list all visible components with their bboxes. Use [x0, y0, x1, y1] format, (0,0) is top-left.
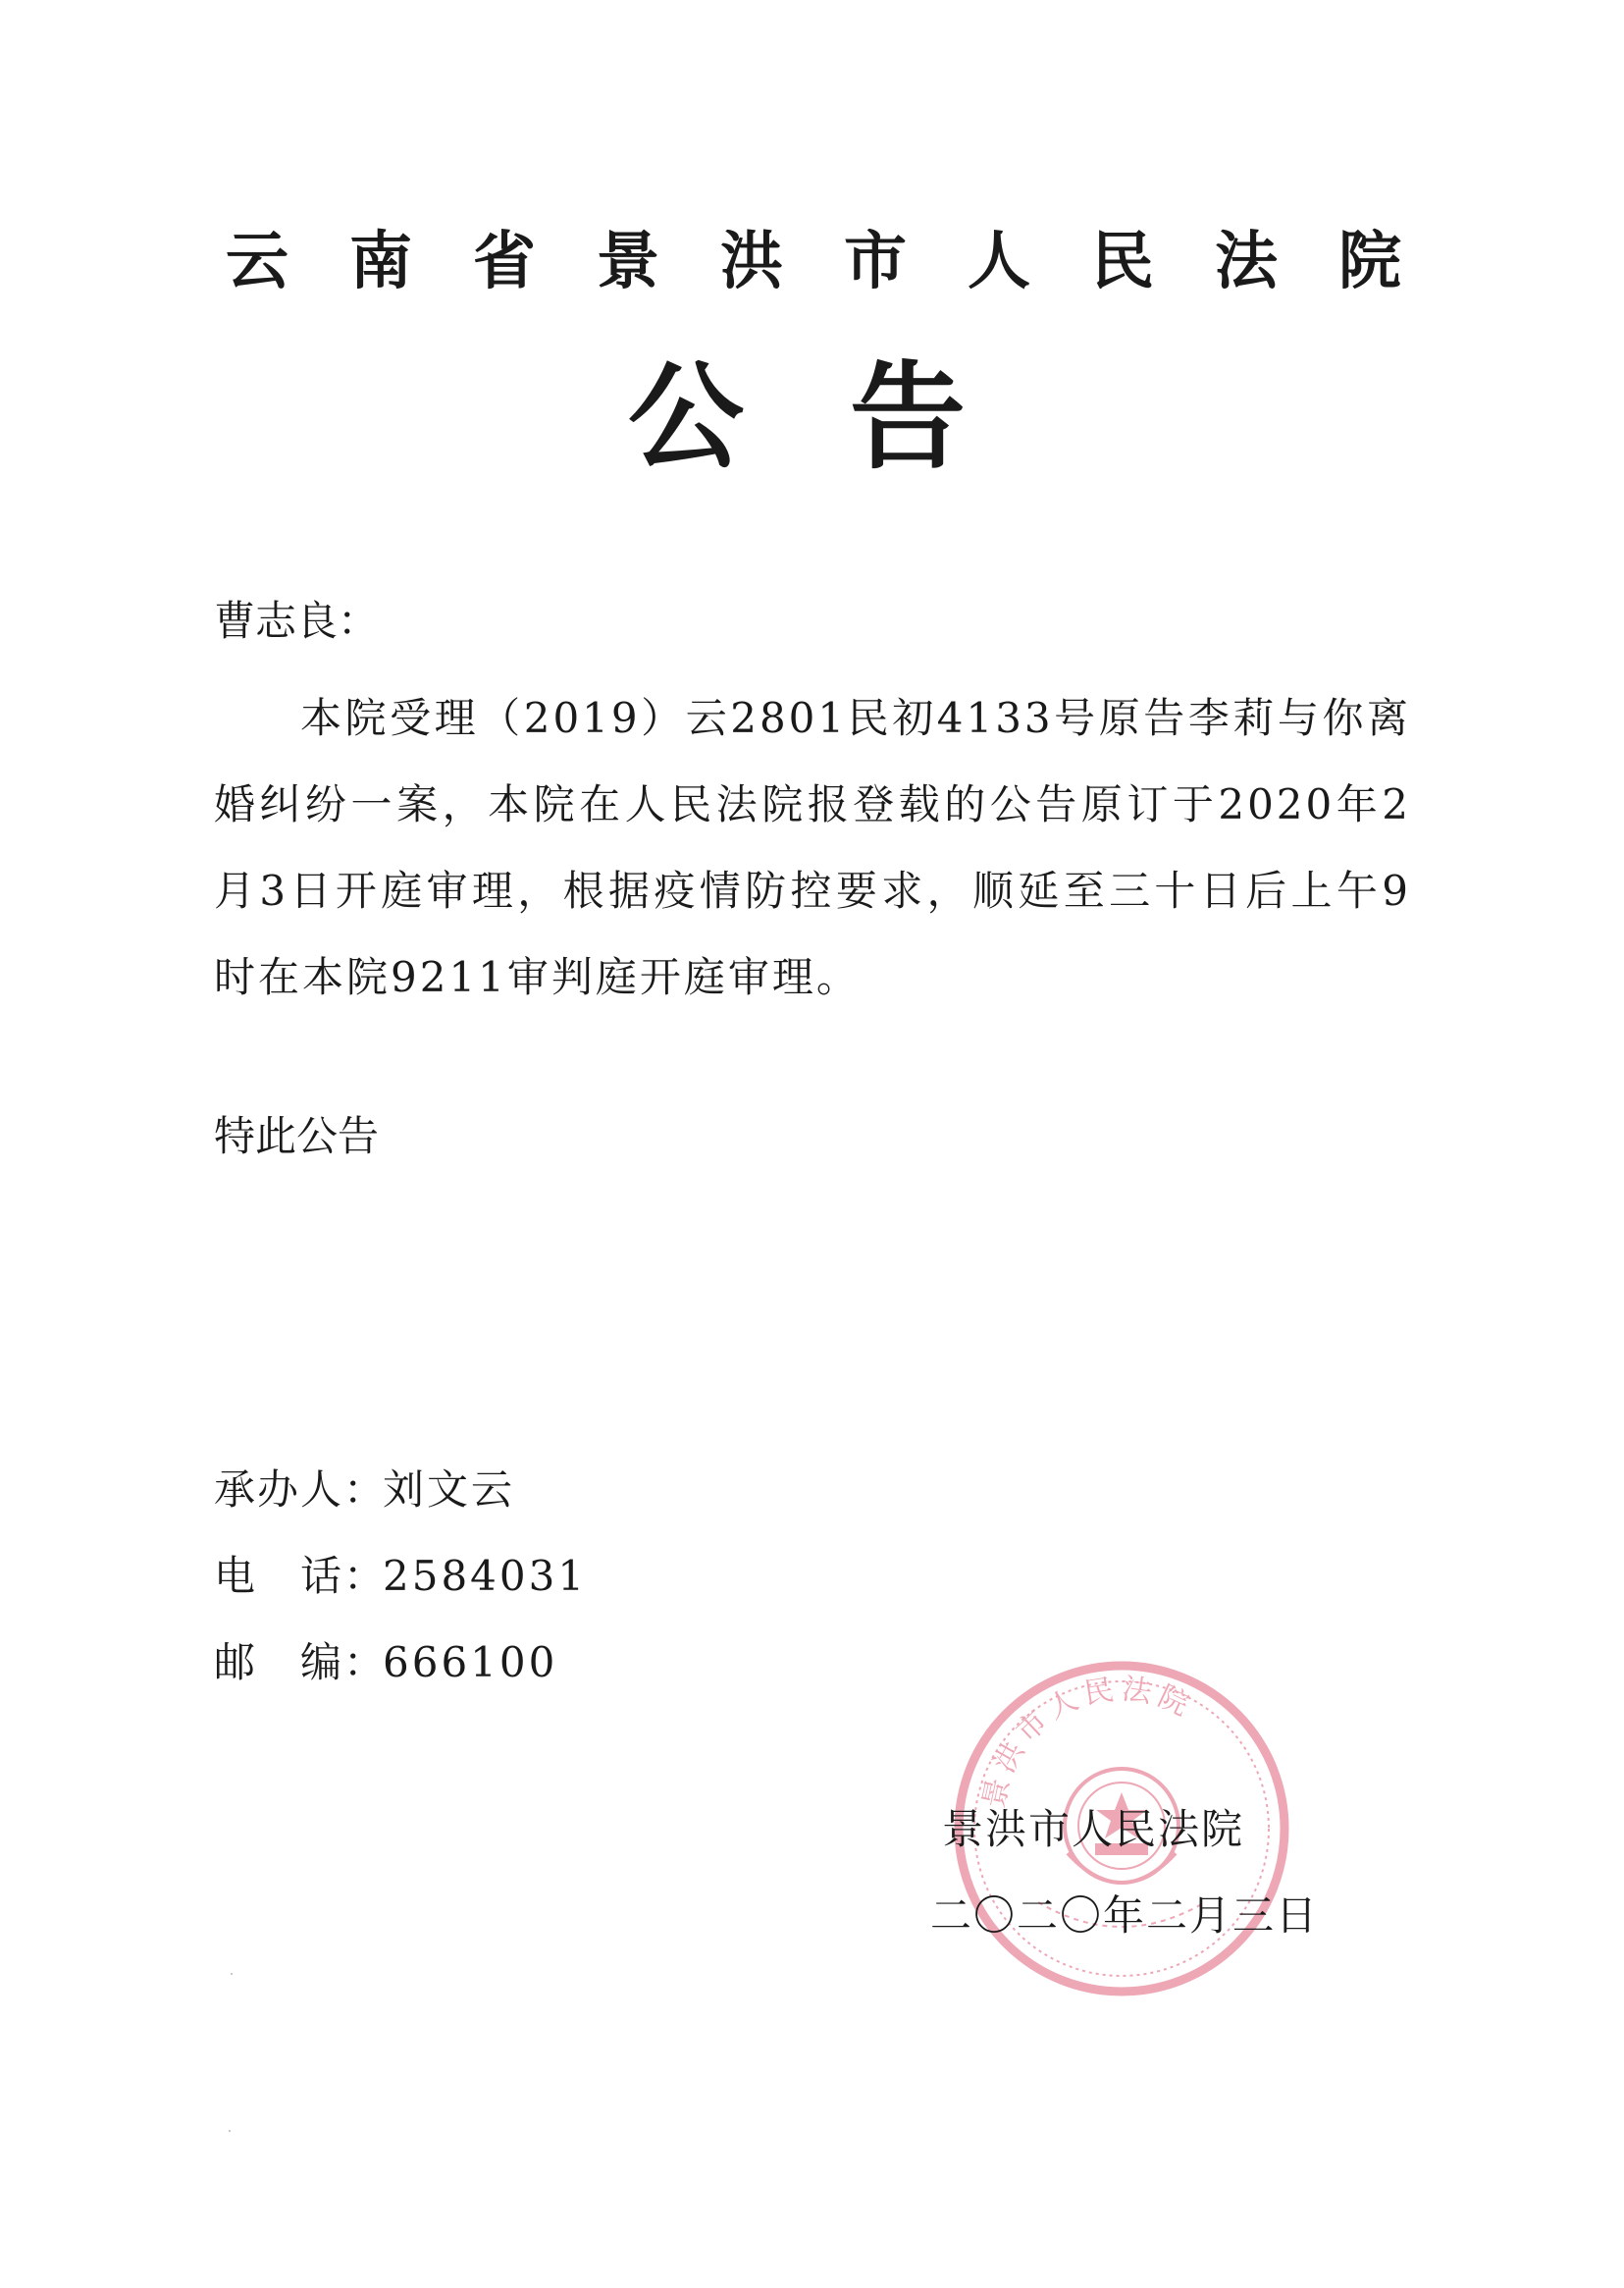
postcode-label: 邮 编：	[214, 1638, 388, 1686]
phone-value: 2584031	[383, 1552, 588, 1600]
postcode-value: 666100	[383, 1638, 558, 1686]
signature-date: 二〇二〇年二月三日	[930, 1891, 1320, 1940]
postcode-row	[214, 1620, 587, 1706]
addressee: 曹志良：	[214, 597, 380, 645]
signature-block	[930, 1786, 1320, 1959]
seal-arc-text: 景洪市人民法院	[976, 1672, 1200, 1812]
notice-body-paragraph: 本院受理（2019）云2801民初4133号原告李莉与你离婚纠纷一案，本院在人民法院报登载的公告原订于2020年2月3日开庭审理，根据疫情防控要求，顺延至三十日后上午9时在本院9211审判庭开庭审理。	[214, 694, 1411, 1001]
scan-speck	[231, 1973, 233, 1975]
court-name-heading: 云南省景洪市人民法院	[226, 225, 1462, 298]
handler-value: 刘文云	[383, 1465, 516, 1514]
scan-speck	[229, 2130, 231, 2132]
closing-phrase: 特此公告	[214, 1112, 380, 1160]
document-title: 公告	[628, 348, 1073, 485]
handler-label: 承办人：	[214, 1465, 388, 1514]
signature-court-name: 景洪市人民法院	[942, 1805, 1245, 1853]
handler-row	[214, 1447, 587, 1533]
contact-block	[214, 1447, 587, 1706]
phone-row	[214, 1533, 587, 1620]
phone-label: 电 话：	[214, 1552, 388, 1600]
